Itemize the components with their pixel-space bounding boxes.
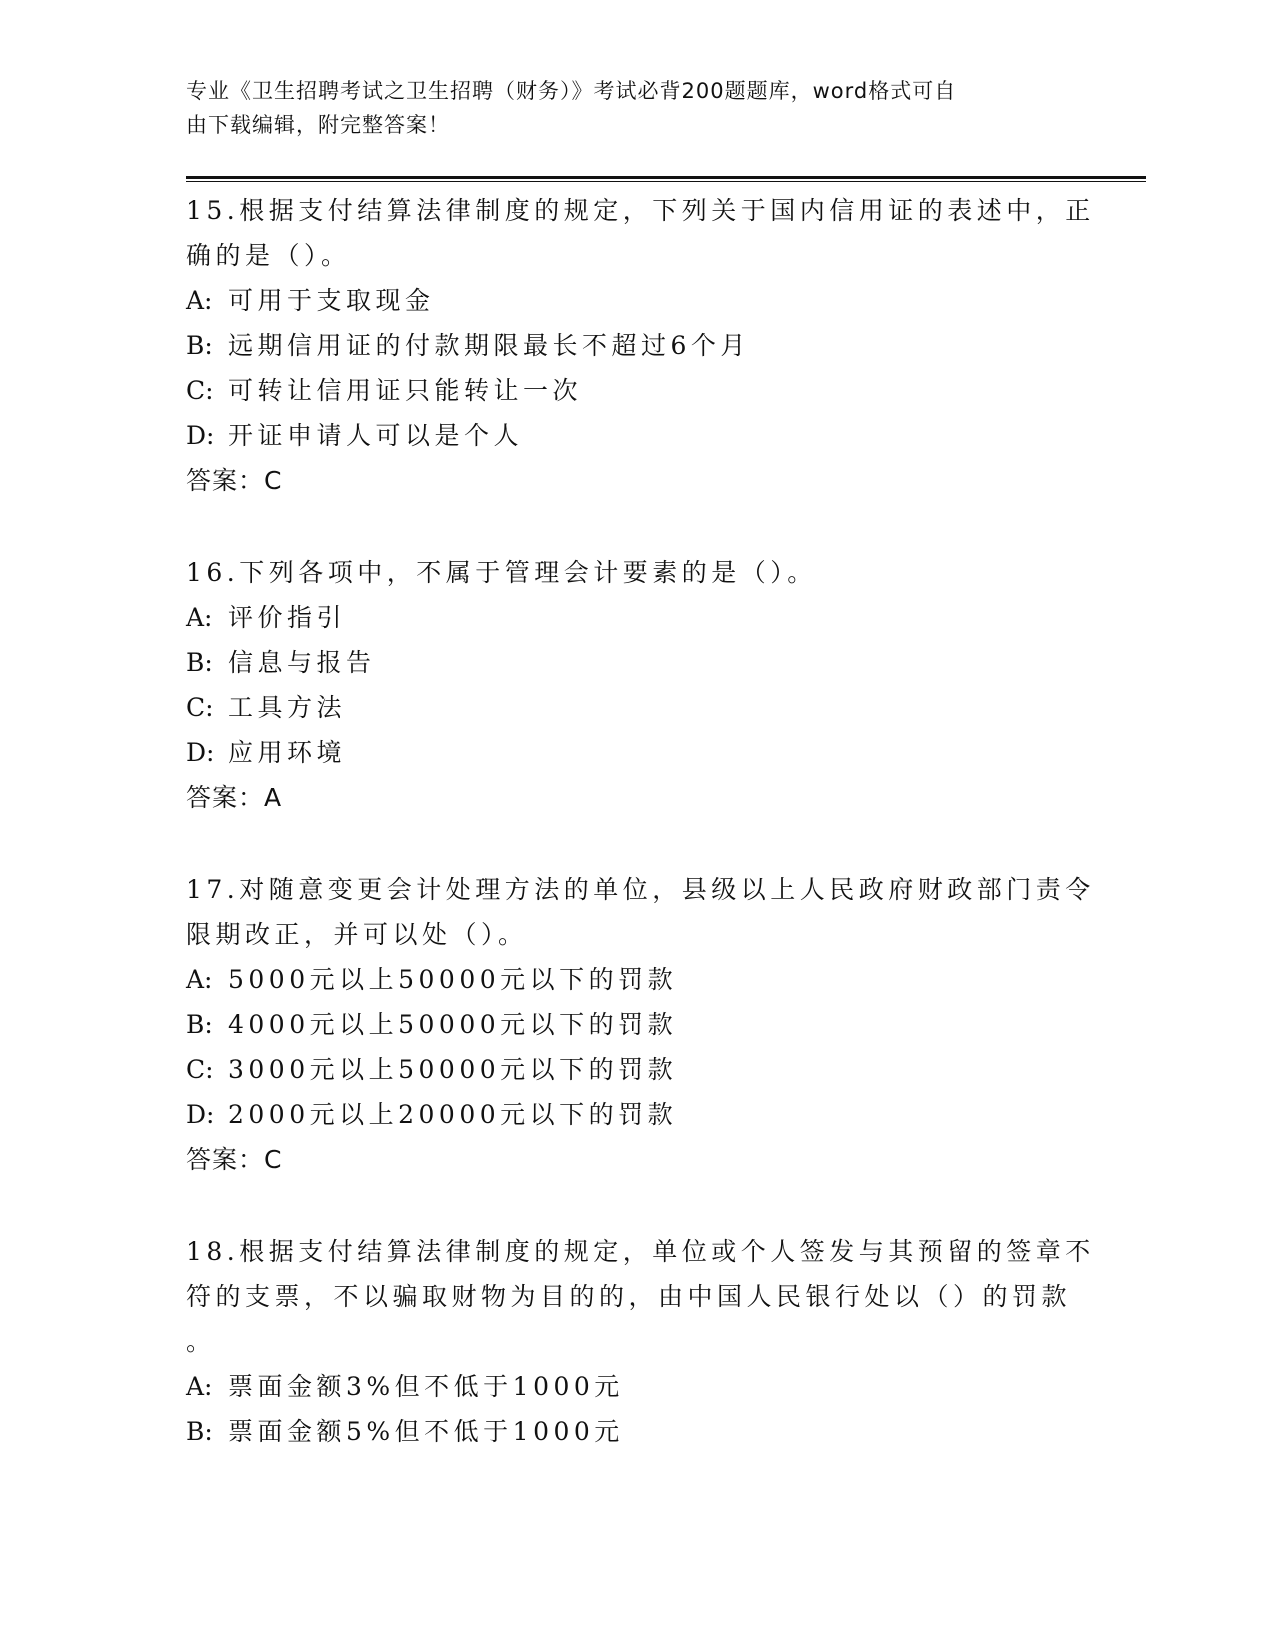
- option-c: [186, 1047, 1086, 1092]
- question-stem-line: 16.下列各项中，不属于管理会计要素的是（）。: [186, 558, 817, 587]
- option-b: [186, 323, 1086, 368]
- option-c: [186, 685, 1086, 730]
- option-b: [186, 1409, 1086, 1454]
- option-text: 工具方法: [228, 693, 347, 722]
- option-key: A:: [186, 965, 213, 994]
- question-stem-line: 15.根据支付结算法律制度的规定，下列关于国内信用证的表述中，正: [186, 196, 1095, 225]
- header-divider-thin: [186, 181, 1146, 182]
- option-a: [186, 1364, 1086, 1409]
- option-text: 3000元以上50000元以下的罚款: [228, 1055, 678, 1084]
- answer-line: 答案：C: [186, 1145, 283, 1174]
- question-17: [186, 867, 1095, 1182]
- document-header: [186, 74, 1066, 142]
- option-key: B:: [186, 1010, 213, 1039]
- answer-line: 答案：C: [186, 466, 283, 495]
- question-stem-line: 限期改正，并可以处（）。: [186, 920, 528, 949]
- option-text: 可转让信用证只能转让一次: [228, 376, 583, 405]
- question-stem-line: 17.对随意变更会计处理方法的单位，县级以上人民政府财政部门责令: [186, 875, 1095, 904]
- option-key: B:: [186, 648, 213, 677]
- option-text: 开证申请人可以是个人: [228, 421, 524, 450]
- option-text: 应用环境: [228, 738, 347, 767]
- option-d: [186, 1092, 1086, 1137]
- option-a: [186, 278, 1086, 323]
- question-16: [186, 550, 1086, 820]
- option-text: 评价指引: [228, 603, 347, 632]
- option-c: [186, 368, 1086, 413]
- option-key: A:: [186, 603, 213, 632]
- option-key: B:: [186, 331, 213, 360]
- option-key: D:: [186, 1100, 215, 1129]
- option-text: 信息与报告: [228, 648, 376, 677]
- option-d: [186, 730, 1086, 775]
- option-key: A:: [186, 286, 213, 315]
- header-line-1: 专业《卫生招聘考试之卫生招聘（财务）》考试必背200题题库，word格式可自: [186, 79, 957, 103]
- option-b: [186, 1002, 1086, 1047]
- option-a: [186, 957, 1086, 1002]
- header-divider-thick: [186, 176, 1146, 179]
- option-text: 2000元以上20000元以下的罚款: [228, 1100, 678, 1129]
- question-stem-line: 确的是（）。: [186, 241, 351, 270]
- option-text: 5000元以上50000元以下的罚款: [228, 965, 678, 994]
- question-18: [186, 1229, 1095, 1454]
- option-key: A:: [186, 1372, 213, 1401]
- option-a: [186, 595, 1086, 640]
- option-text: 票面金额5%但不低于1000元: [228, 1417, 624, 1446]
- option-key: D:: [186, 738, 215, 767]
- option-key: C:: [186, 376, 214, 405]
- option-text: 票面金额3%但不低于1000元: [228, 1372, 624, 1401]
- option-b: [186, 640, 1086, 685]
- option-text: 可用于支取现金: [228, 286, 435, 315]
- option-text: 4000元以上50000元以下的罚款: [228, 1010, 678, 1039]
- option-d: [186, 413, 1086, 458]
- option-key: C:: [186, 1055, 214, 1084]
- question-list: [186, 188, 1095, 1501]
- question-stem-line: 。: [186, 1327, 216, 1356]
- option-key: B:: [186, 1417, 213, 1446]
- question-15: [186, 188, 1095, 503]
- question-stem-line: 符的支票，不以骗取财物为目的的，由中国人民银行处以（）的罚款: [186, 1282, 1072, 1311]
- header-line-2: 由下载编辑，附完整答案！: [186, 113, 450, 137]
- question-stem-line: 18.根据支付结算法律制度的规定，单位或个人签发与其预留的签章不: [186, 1237, 1095, 1266]
- answer-line: 答案：A: [186, 783, 283, 812]
- option-key: C:: [186, 693, 214, 722]
- option-text: 远期信用证的付款期限最长不超过6个月: [228, 331, 750, 360]
- option-key: D:: [186, 421, 215, 450]
